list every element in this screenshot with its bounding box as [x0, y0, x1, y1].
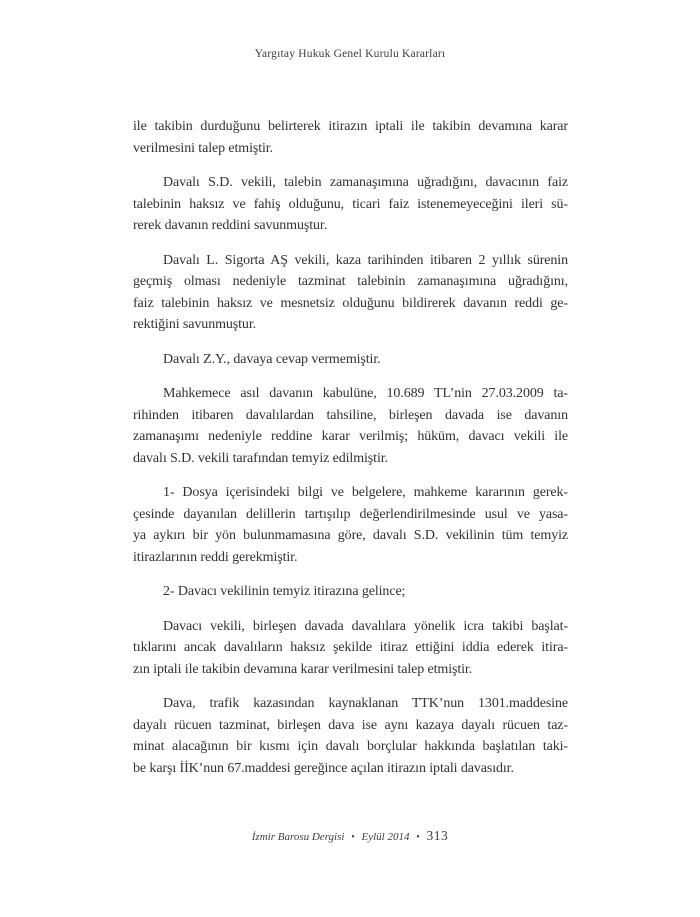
running-footer — [0, 828, 700, 844]
text-line: minat alacağının bir kısmı için davalı borçlular hakkında başlatılan taki- — [133, 739, 568, 754]
text-line: Davalı L. Sigorta AŞ vekili, kaza tarihinden itibaren 2 yıllık sürenin — [163, 252, 568, 268]
paragraph — [133, 116, 568, 159]
text-line: Mahkemece asıl davanın kabulüne, 10.689 TL’nin 27.03.2009 ta- — [163, 386, 568, 401]
text-line: geçmiş olması nedeniyle tazminat talebinin zamanaşımına uğradığını, — [133, 274, 568, 289]
paragraph — [133, 383, 568, 469]
text-line: rerek davanın reddini savunmuştur. — [133, 218, 328, 233]
text-line: tıklarını ancak davalıların haksız şekilde itiraz ettiğini iddia ederek itira- — [133, 640, 568, 655]
page-body — [133, 116, 568, 792]
text-line: davalı S.D. vekili tarafından temyiz edilmiştir. — [133, 450, 388, 466]
text-line: zın iptali ile takibin devamına karar verilmesini talep etmiştir. — [133, 661, 473, 677]
text-line: Davalı Z.Y., davaya cevap vermemiştir. — [163, 351, 381, 367]
text-line: faiz talebinin haksız ve mesnetsiz olduğunu bildirerek davanın reddi ge- — [133, 295, 568, 311]
paragraph — [133, 172, 568, 237]
text-line: verilmesini talep etmiştir. — [133, 140, 273, 156]
text-line: ile takibin durduğunu belirterek itirazın iptali ile takibin devamına karar — [133, 119, 568, 134]
text-line: talebinin haksız ve fahiş olduğunu, ticari faiz istenemeyeceğini ileri sü- — [133, 196, 568, 212]
footer-journal-title: İzmir Barosu Dergisi — [251, 831, 345, 843]
text-line: Dava, trafik kazasından kaynaklanan TTK’nun 1301.maddesine — [163, 696, 568, 711]
running-header: Yargıtay Hukuk Genel Kurulu Kararları — [254, 48, 446, 60]
text-line: Davalı S.D. vekili, talebin zamanaşımına uğradığını, davacının faiz — [163, 175, 568, 190]
text-line: ya aykırı bir yön bulunmamasına göre, davalı S.D. vekilinin tüm temyiz — [133, 528, 568, 543]
text-line: Davacı vekili, birleşen davada davalılara yönelik icra takibi başlat- — [163, 618, 568, 634]
footer-page-number: 313 — [426, 828, 449, 843]
footer-separator: • — [351, 832, 355, 843]
text-line: itirazlarının reddi gerekmiştir. — [133, 549, 298, 565]
paragraph — [133, 616, 568, 681]
paragraph — [133, 693, 568, 779]
text-line: be karşı İİK’nun 67.maddesi gereğince açılan itirazın iptali davasıdır. — [133, 760, 514, 776]
text-line: zamanaşımı nedeniyle reddine karar verilmiş; hüküm, davacı vekili ile — [133, 429, 568, 444]
text-line: 2- Davacı vekilinin temyiz itirazına gelince; — [163, 584, 406, 599]
paragraph — [133, 581, 568, 603]
text-line: rektiğini savunmuştur. — [133, 317, 257, 332]
text-line: dayalı rücuen tazminat, birleşen dava ise aynı kazaya dayalı rücuen taz- — [133, 717, 568, 733]
paragraph — [133, 482, 568, 568]
paragraph — [133, 250, 568, 336]
text-line: çesinde dayanılan delillerin tartışılıp değerlendirilmesinde usul ve yasa- — [133, 506, 568, 522]
paragraph — [133, 349, 568, 371]
text-line: rihinden itibaren davalılardan tahsiline, birleşen davada ise davanın — [133, 407, 568, 423]
text-line: 1- Dosya içerisindeki bilgi ve belgelere, mahkeme kararının gerek- — [163, 485, 568, 500]
footer-issue: Eylül 2014 — [361, 831, 410, 843]
footer-separator: • — [416, 832, 420, 843]
